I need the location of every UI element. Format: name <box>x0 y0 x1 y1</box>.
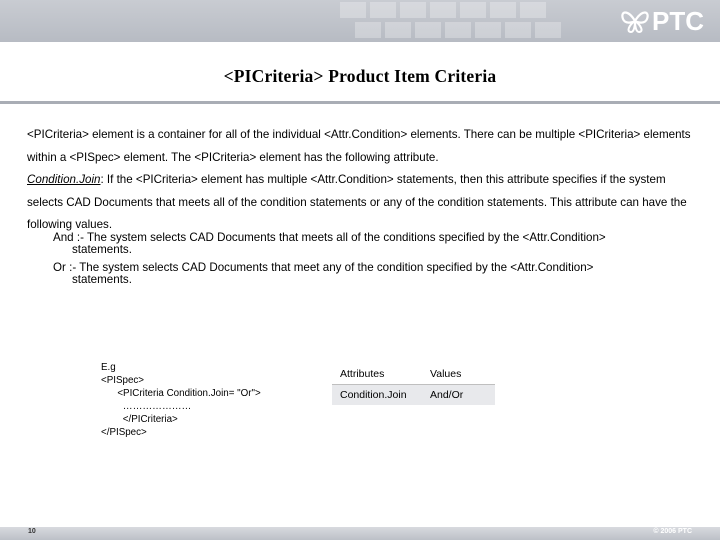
header-decoration <box>0 0 600 42</box>
table-header-row <box>332 364 495 385</box>
option-line: And :- The system selects CAD Documents that meets all of the conditions specified by the <Attr.Condition> <box>53 231 606 244</box>
example-line: E.g <box>101 362 116 373</box>
slide-title: <PICriteria> Product Item Criteria <box>223 66 497 86</box>
option-line-continued: statements. <box>72 273 132 286</box>
copyright-notice: © 2006 PTC <box>653 528 692 535</box>
option-or <box>53 262 693 286</box>
intro-text: <PICriteria> element is a container for all of the individual <Attr.Condition> elements. There can be multiple <PICriteria> elements within a <PISpec> element. The <PICriteria> element has the following attribute. <box>27 128 691 164</box>
page-number: 10 <box>28 528 36 535</box>
body-text <box>27 124 697 237</box>
logo-wordmark: PTC <box>652 5 704 36</box>
attribute-table <box>332 364 495 405</box>
xml-example <box>101 361 261 439</box>
example-line: </PICriteria> <box>101 414 178 425</box>
example-line: <PICriteria Condition.Join= "Or"> <box>101 388 261 399</box>
title-divider <box>0 101 720 104</box>
table-row <box>332 385 495 406</box>
example-line: <PISpec> <box>101 375 145 386</box>
condition-join-text: : If the <PICriteria> element has multiple <Attr.Condition> statements, then this attribute specifies if the system selects CAD Documents that meets all of the condition statements or any of the condition statements. This attribute can have the following values. <box>27 173 687 231</box>
example-line: </PISpec> <box>101 427 147 438</box>
option-and <box>53 232 693 256</box>
header-band <box>0 0 720 42</box>
footer-bar <box>0 527 720 540</box>
option-line-continued: statements. <box>72 243 132 256</box>
table-cell: And/Or <box>422 385 495 406</box>
table-cell: Condition.Join <box>332 385 422 406</box>
butterfly-icon <box>620 7 650 35</box>
table-header-cell: Attributes <box>332 364 422 385</box>
table-header-cell: Values <box>422 364 495 385</box>
example-line: ………………… <box>101 401 192 412</box>
ptc-logo <box>620 6 704 36</box>
option-line: Or :- The system selects CAD Documents that meet any of the condition specified by the <Attr.Condition> <box>53 261 594 274</box>
condition-join-label: Condition.Join <box>27 173 101 186</box>
